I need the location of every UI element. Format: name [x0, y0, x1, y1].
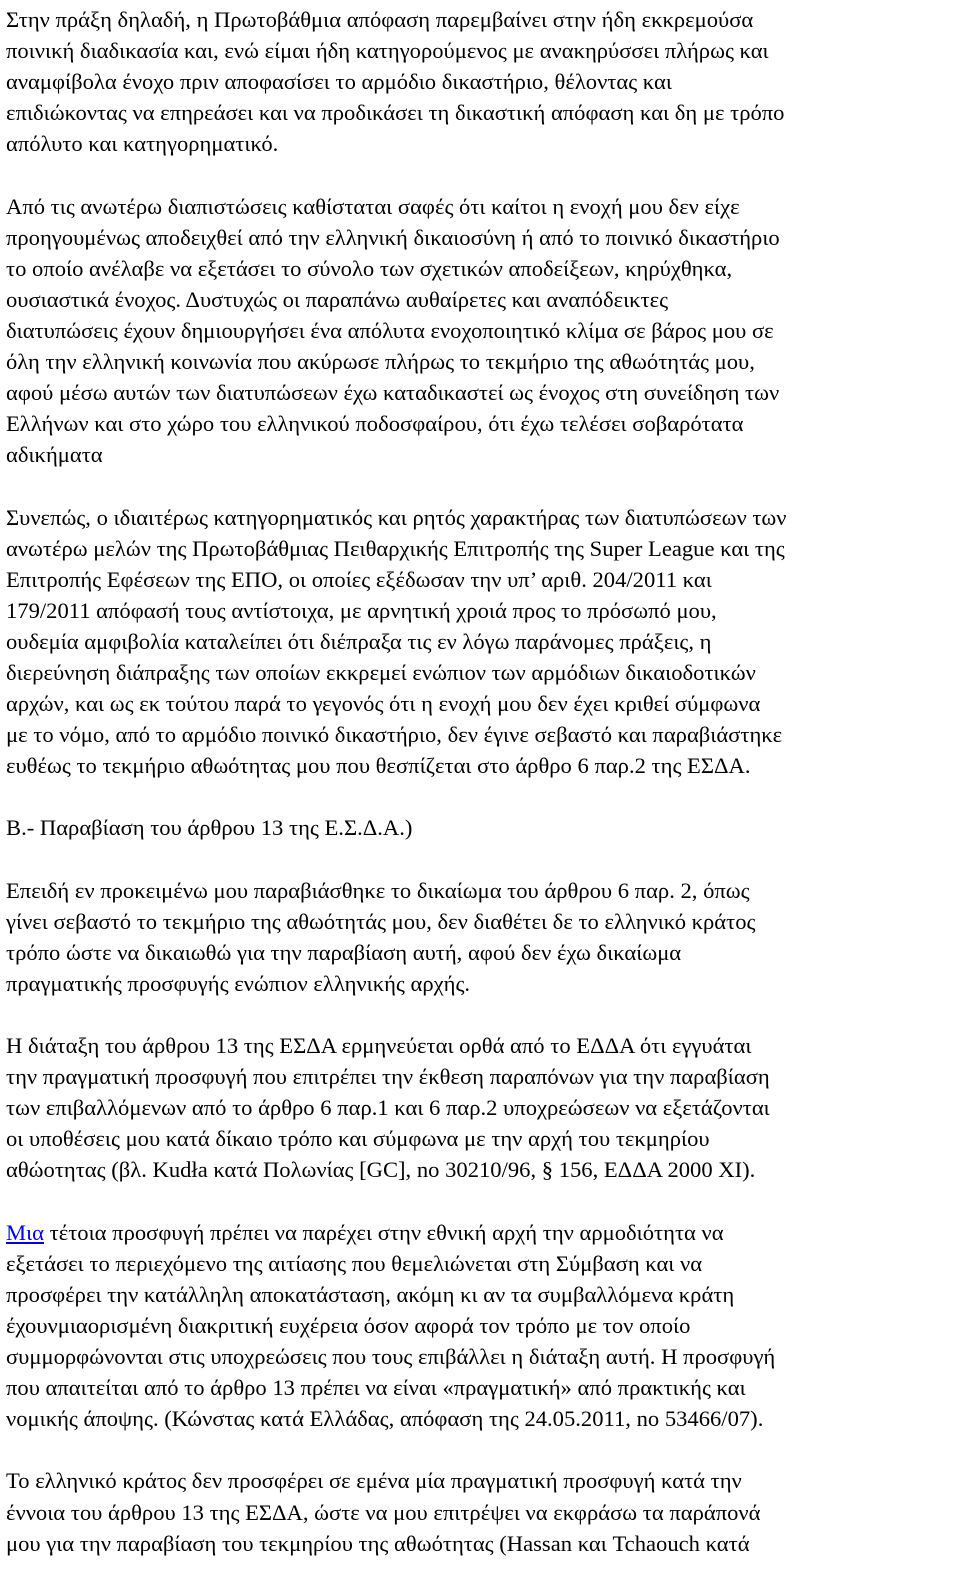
section-heading: Β.- Παραβίαση του άρθρου 13 της Ε.Σ.Δ.Α.): [6, 815, 413, 841]
text-line: συμμορφώνονται στις υποχρεώσεις που τους επιβάλλει η διάταξη αυτή. Η προσφυγή: [6, 1344, 776, 1370]
paragraph-gap: [6, 781, 954, 812]
paragraph-article-13-interpretation: [6, 1030, 954, 1185]
text-line: εξετάσει το περιεχόμενο της αιτίασης που θεμελιώνεται στη Σύμβαση και να: [6, 1250, 703, 1276]
text-line: αφού μέσω αυτών των διατυπώσεων έχω καταδικαστεί ως ένοχος στη συνείδηση των: [6, 380, 780, 406]
text-line: Στην πράξη δηλαδή, η Πρωτοβάθμια απόφαση παρεμβαίνει στην ήδη εκκρεμούσα: [6, 7, 754, 32]
text-line: αναμφίβολα ένοχο πριν αποφασίσει το αρμόδιο δικαστήριο, θέλοντας και: [6, 69, 672, 95]
text-line: ανωτέρω μελών της Πρωτοβάθμιας Πειθαρχικής Επιτροπής της Super League και της: [6, 535, 785, 561]
paragraph-violation-right: [6, 875, 954, 999]
text-line: αρχών, και ως εκ τούτου παρά το γεγονός ότι η ενοχή μου δεν έχει κριθεί σύμφωνα: [6, 691, 761, 717]
paragraph-gap: [6, 1186, 954, 1217]
paragraph-gap: [6, 1434, 954, 1465]
text-line: Συνεπώς, ο ιδιαιτέρως κατηγορηματικός και ρητός χαρακτήρας των διατυπώσεων των: [6, 504, 787, 530]
document-page: [6, 0, 954, 1559]
text-line-with-link: [6, 1217, 954, 1248]
paragraph-gap: [6, 159, 954, 190]
text-line: προσφέρει την κατάλληλη αποκατάσταση, ακόμη κι αν τα συμβαλλόμενα κράτη: [6, 1281, 735, 1307]
text-line: το οποίο ανέλαβε να εξετάσει το σύνολο των σχετικών αποδείξεων, κηρύχθηκα,: [6, 255, 733, 281]
text-line: Το ελληνικό κράτος δεν προσφέρει σε εμένα μία πραγματική προσφυγή κατά την: [6, 1468, 742, 1494]
text-line: ουσιαστικά ένοχος. Δυστυχώς οι παραπάνω αυθαίρετες και αναπόδεικτες: [6, 286, 669, 312]
paragraph-effective-remedy: [6, 1217, 954, 1435]
text-line: Ελλήνων και στο χώρο του ελληνικού ποδοσφαίρου, ότι έχω τελέσει σοβαρότατα: [6, 411, 744, 437]
paragraph-gap: [6, 844, 954, 875]
text-line: Επειδή εν προκειμένω μου παραβιάσθηκε το δικαίωμα του άρθρου 6 παρ. 2, όπως: [6, 877, 750, 903]
inline-link[interactable]: Μια: [6, 1219, 45, 1245]
text-line: μου για την παραβίαση του τεκμηρίου της αθωότητας (Hassan και Tchaouch κατά: [6, 1530, 750, 1556]
text-line: αδικήματα: [6, 442, 103, 468]
text-line: έχουνμιαορισμένη διακριτική ευχέρεια όσον αφορά τον τρόπο με τον οποίο: [6, 1312, 691, 1338]
text-line: Επιτροπής Εφέσεων της ΕΠΟ, οι οποίες εξέδωσαν την υπ’ αριθ. 204/2011 και: [6, 566, 712, 592]
text-line: των επιβαλλόμενων από το άρθρο 6 παρ.1 και 6 παρ.2 υποχρεώσεων να εξετάζονται: [6, 1095, 770, 1121]
text-line: ευθέως το τεκμήριο αθωότητας μου που θεσπίζεται στο άρθρο 6 παρ.2 της ΕΣΔΑ.: [6, 753, 751, 779]
text-line: τρόπο ώστε να δικαιωθώ για την παραβίαση αυτή, αφού δεν έχω δικαίωμα: [6, 939, 682, 965]
text-line: προηγουμένως αποδειχθεί από την ελληνική δικαιοσύνη ή από το ποινικό δικαστήριο: [6, 224, 780, 250]
text-fragment: τέτοια προσφυγή πρέπει να παρέχει στην εθνική αρχή την αρμοδιότητα να: [44, 1219, 724, 1245]
paragraph-findings: [6, 191, 954, 471]
text-line: οι υποθέσεις μου κατά δίκαιο τρόπο και σύμφωνα με την αρχή του τεκμηρίου: [6, 1126, 710, 1152]
text-line: Η διάταξη του άρθρου 13 της ΕΣΔΑ ερμηνεύεται ορθά από το ΕΔΔΑ ότι εγγυάται: [6, 1033, 752, 1059]
text-line: την πραγματική προσφυγή που επιτρέπει την έκθεση παραπόνων για την παραβίαση: [6, 1064, 770, 1090]
text-line: όλη την ελληνική κοινωνία που ακύρωσε πλήρως το τεκμήριο της αθωότητάς μου,: [6, 349, 755, 375]
text-line: με το νόμο, από το αρμόδιο ποινικό δικαστήριο, δεν έγινε σεβαστό και παραβιάστηκε: [6, 722, 783, 748]
text-line: 179/2011 απόφασή τους αντίστοιχα, με αρνητική χροιά προς το πρόσωπό μου,: [6, 597, 717, 623]
text-line: Από τις ανωτέρω διαπιστώσεις καθίσταται σαφές ότι καίτοι η ενοχή μου δεν είχε: [6, 193, 740, 219]
paragraph-gap: [6, 999, 954, 1030]
paragraph-gap: [6, 470, 954, 501]
text-line: αθώοτητας (βλ. Kudła κατά Πολωνίας [GC], no 30210/96, § 156, ΕΔΔΑ 2000 XI).: [6, 1157, 756, 1183]
text-line: ουδεμία αμφιβολία καταλείπει ότι διέπραξα τις εν λόγω παράνομες πράξεις, η: [6, 628, 712, 654]
text-line: διερεύνηση διάπραξης των οποίων εκκρεμεί ενώπιον των αρμόδιων δικαιοδοτικών: [6, 659, 756, 685]
text-line: νομικής άποψης. (Κώνστας κατά Ελλάδας, απόφαση της 24.05.2011, no 53466/07).: [6, 1406, 764, 1432]
text-line: επιδιώκοντας να επηρεάσει και να προδικάσει τη δικαστική απόφαση και δη με τρόπο: [6, 100, 785, 126]
text-line: έννοια του άρθρου 13 της ΕΣΔΑ, ώστε να μου επιτρέψει να εκφράσω τα παράπονά: [6, 1499, 761, 1525]
section-heading-article-13: [6, 812, 954, 843]
paragraph-greek-state: [6, 1465, 954, 1558]
text-line: ποινική διαδικασία και, ενώ είμαι ήδη κατηγορούμενος με ανακηρύσσει πλήρως και: [6, 38, 769, 64]
paragraph-consequently: [6, 502, 954, 782]
text-line: απόλυτο και κατηγορηματικό.: [6, 131, 279, 157]
text-line: που απαιτείται από το άρθρο 13 πρέπει να είναι «πραγματική» από πρακτικής και: [6, 1375, 746, 1401]
paragraph-presumption-intervention: [6, 4, 954, 159]
text-line: πραγματικής προσφυγής ενώπιον ελληνικής αρχής.: [6, 970, 471, 996]
text-line: γίνει σεβαστό το τεκμήριο της αθωότητάς μου, δεν διαθέτει δε το ελληνικό κράτος: [6, 908, 756, 934]
text-line: διατυπώσεις έχουν δημιουργήσει ένα απόλυτα ενοχοποιητικό κλίμα σε βάρος μου σε: [6, 317, 774, 343]
